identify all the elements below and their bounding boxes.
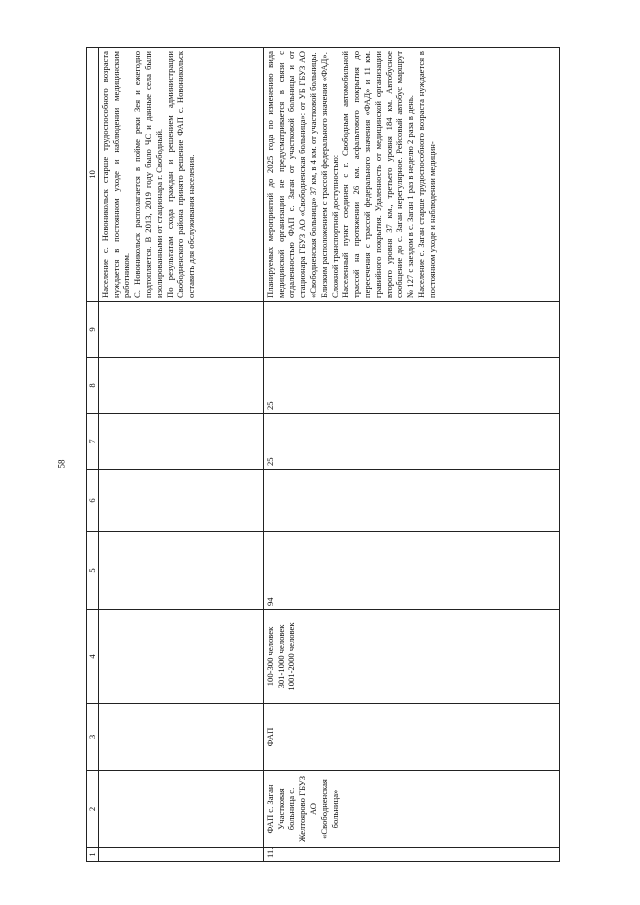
facility-name: ФАП с. Заган Участковая больница с. Желтоярово ГБУЗ АО «Свободненская больница» bbox=[263, 771, 559, 848]
prev-note: С. Новоникольск располагается в пойме реки Зея и ежегодно подтопляется. В 2013, 2019 году было ЧС и данные села были изолированными от стационара г. Свободный. bbox=[132, 51, 164, 298]
note: Население с. Заган старше трудоспособного возраста нуждается в постоянном уходе и наблюдении медицин- bbox=[415, 51, 437, 298]
col-header-8: 8 bbox=[87, 358, 99, 414]
col-header-9: 9 bbox=[87, 302, 99, 358]
note: Населенный пункт соединен с г. Свободным автомобильной трассой на протяжении 26 км. асфальтового покрытия до пересечения с трассой федерального значения «ФАД» и 11 км. гравийного покрытия. Удаленность от медицинской организации второго уровня 37 км., третьего уровня 184 км. Автобусное сообщение до с. Заган нерегулярное. Рейсовый автобус маршрут № 127 с заездом в с. Заган 1 раз в неделю 2 раза в день. bbox=[340, 51, 416, 298]
col7-value: 25 bbox=[263, 414, 559, 470]
col5-value: 94 bbox=[263, 532, 559, 610]
col-header-7: 7 bbox=[87, 414, 99, 470]
population-norms: 100-300 человек 301-1000 человек 1001-2000 человек bbox=[263, 610, 559, 704]
col-header-3: 3 bbox=[87, 704, 99, 771]
prev-notes-cell bbox=[98, 48, 263, 302]
prev-note: По результатам схода граждан и решением администрации Свободненского района принято решение ФАП с. Новоникольск оставить для обслуживания населения. bbox=[164, 51, 197, 298]
table-row-continued bbox=[98, 48, 263, 862]
col-header-2: 2 bbox=[87, 771, 99, 848]
prev-note: Население с. Новоникольск старше трудоспособного возраста нуждается в постоянном уходе и наблюдении медицинским работником. bbox=[99, 51, 132, 298]
col-header-10: 10 bbox=[87, 48, 99, 302]
row-number: 11. bbox=[263, 848, 559, 862]
col6-value bbox=[263, 470, 559, 532]
header-row bbox=[87, 48, 99, 862]
rotated-table-container bbox=[86, 48, 560, 862]
col-header-6: 6 bbox=[87, 470, 99, 532]
facility-type: ФАП bbox=[263, 704, 559, 771]
note: Сложной транспортной доступностью: bbox=[329, 154, 340, 298]
page-number: 58 bbox=[56, 459, 67, 469]
note: Планируемых мероприятий до 2025 года по изменению вида медицинской организации не предусматривается в связи с отдаленностью ФАП с. Заган от участковой больницы и от стационара ГБУЗ АО «Свободненская больница»: от УБ ГБУЗ АО «Свободненская больница» 37 км, в 4 км. от участковой больницы. bbox=[264, 51, 318, 298]
col-header-4: 4 bbox=[87, 610, 99, 704]
col8-value: 25 bbox=[263, 358, 559, 414]
col-header-5: 5 bbox=[87, 532, 99, 610]
col-header-1: 1 bbox=[87, 848, 99, 862]
note: Близким расположением с трассой федерального значения «ФАД». bbox=[318, 52, 329, 298]
medical-facilities-table bbox=[86, 47, 560, 862]
col9-value bbox=[263, 302, 559, 358]
table-row bbox=[263, 48, 559, 862]
notes-cell bbox=[263, 48, 559, 302]
